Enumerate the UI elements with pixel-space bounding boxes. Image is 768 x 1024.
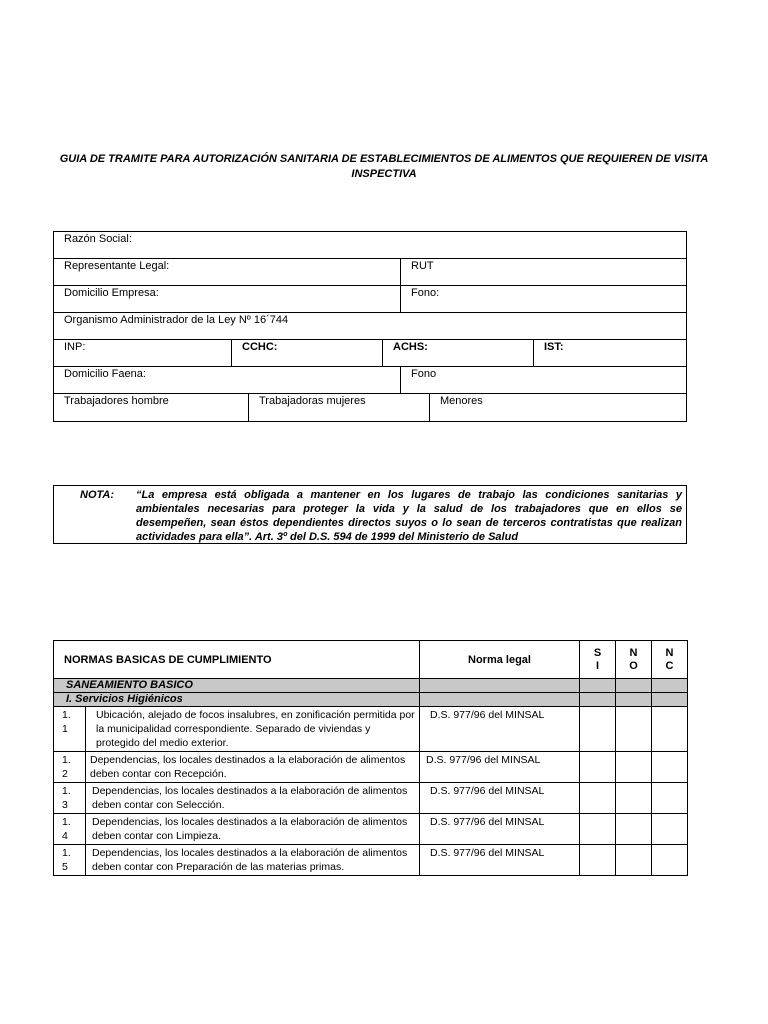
- fono-faena-field[interactable]: Fono: [411, 368, 437, 380]
- check-si[interactable]: [580, 752, 616, 783]
- company-info-form: [53, 231, 687, 422]
- check-no[interactable]: [616, 845, 652, 876]
- header-si: S I: [580, 641, 616, 679]
- nota-label: NOTA:: [80, 489, 115, 501]
- check-nc[interactable]: [652, 814, 688, 845]
- item-number: 1. 3: [54, 783, 86, 814]
- nota-box: [53, 485, 687, 544]
- table-row: [54, 707, 688, 752]
- check-si[interactable]: [580, 814, 616, 845]
- item-description: Dependencias, los locales destinados a la elaboración de alimentos deben contar con Selección.: [86, 783, 420, 814]
- achs-field[interactable]: ACHS:: [383, 340, 534, 366]
- header-nc: N C: [652, 641, 688, 679]
- item-norma: D.S. 977/96 del MINSAL: [420, 707, 580, 752]
- check-no[interactable]: [616, 752, 652, 783]
- rut-field[interactable]: RUT: [411, 260, 434, 272]
- item-norma: D.S. 977/96 del MINSAL: [420, 752, 580, 783]
- domicilio-empresa-field[interactable]: Domicilio Empresa:: [54, 286, 401, 312]
- check-no[interactable]: [616, 707, 652, 752]
- trabajadores-hombre-field[interactable]: Trabajadores hombre: [54, 394, 249, 421]
- razon-social-field[interactable]: Razón Social:: [64, 233, 132, 245]
- item-norma: D.S. 977/96 del MINSAL: [420, 845, 580, 876]
- table-header: [54, 641, 688, 679]
- inp-field[interactable]: INP:: [54, 340, 232, 366]
- check-no[interactable]: [616, 814, 652, 845]
- item-norma: D.S. 977/96 del MINSAL: [420, 814, 580, 845]
- item-number: 1. 4: [54, 814, 86, 845]
- form-row-organismo: [54, 313, 686, 340]
- cchc-field[interactable]: CCHC:: [232, 340, 383, 366]
- document-title: GUIA DE TRAMITE PARA AUTORIZACIÓN SANITARIA DE ESTABLECIMIENTOS DE ALIMENTOS QUE REQUIEREN DE VISITA INSPECTIVA: [59, 153, 709, 180]
- item-description: Dependencias, los locales destinados a la elaboración de alimentos deben contar con Limpieza.: [86, 814, 420, 845]
- item-number: 1. 5: [54, 845, 86, 876]
- representante-legal-field[interactable]: Representante Legal:: [54, 259, 401, 285]
- form-row-domicilio: [54, 286, 686, 313]
- form-row-faena: [54, 367, 686, 394]
- form-row-trabajadores: [54, 394, 686, 421]
- organismo-administrador-field[interactable]: Organismo Administrador de la Ley Nº 16´744: [64, 314, 289, 326]
- check-no[interactable]: [616, 783, 652, 814]
- item-description: Dependencias, los locales destinados a la elaboración de alimentos deben contar con Preparación de las materias primas.: [86, 845, 420, 876]
- check-si[interactable]: [580, 783, 616, 814]
- subsection-row: [54, 693, 688, 707]
- compliance-table: [53, 640, 688, 876]
- form-row-mutuales: [54, 340, 686, 367]
- form-row-razon-social: [54, 232, 686, 259]
- fono-field[interactable]: Fono:: [411, 287, 440, 299]
- ist-field[interactable]: IST:: [544, 341, 564, 353]
- header-no: N O: [616, 641, 652, 679]
- table-row: [54, 752, 688, 783]
- domicilio-faena-field[interactable]: Domicilio Faena:: [54, 367, 401, 393]
- check-nc[interactable]: [652, 752, 688, 783]
- nota-text: “La empresa está obligada a mantener en los lugares de trabajo las condiciones sanitarias y ambientales necesarias para proteger la vida y la salud de los trabajadores que en ellos se desempeñen, sean éstos dependientes directos suyos o lo sean de terceros contratistas que realizan actividades para ella”. Art. 3º del D.S. 594 de 1999 del Ministerio de Salud: [136, 489, 682, 543]
- table-row: [54, 845, 688, 876]
- check-nc[interactable]: [652, 845, 688, 876]
- form-row-representante: [54, 259, 686, 286]
- check-si[interactable]: [580, 845, 616, 876]
- header-norma-legal: Norma legal: [420, 641, 580, 679]
- item-number: 1. 2: [54, 752, 86, 783]
- item-description: Ubicación, alejado de focos insalubres, en zonificación permitida por la municipalidad correspondiente. Separado de viviendas y protegido del medio exterior.: [86, 707, 420, 752]
- table-row: [54, 783, 688, 814]
- item-norma: D.S. 977/96 del MINSAL: [420, 783, 580, 814]
- item-number: 1. 1: [54, 707, 86, 752]
- trabajadoras-mujeres-field[interactable]: Trabajadoras mujeres: [249, 394, 430, 421]
- menores-field[interactable]: Menores: [440, 395, 483, 407]
- check-si[interactable]: [580, 707, 616, 752]
- subsection-title: I. Servicios Higiénicos: [54, 693, 420, 707]
- table-row: [54, 814, 688, 845]
- item-description: Dependencias, los locales destinados a la elaboración de alimentos deben contar con Recepción.: [86, 752, 420, 783]
- check-nc[interactable]: [652, 707, 688, 752]
- section-title: SANEAMIENTO BASICO: [54, 679, 420, 693]
- header-normas: NORMAS BASICAS DE CUMPLIMIENTO: [54, 641, 420, 679]
- check-nc[interactable]: [652, 783, 688, 814]
- section-row: [54, 679, 688, 693]
